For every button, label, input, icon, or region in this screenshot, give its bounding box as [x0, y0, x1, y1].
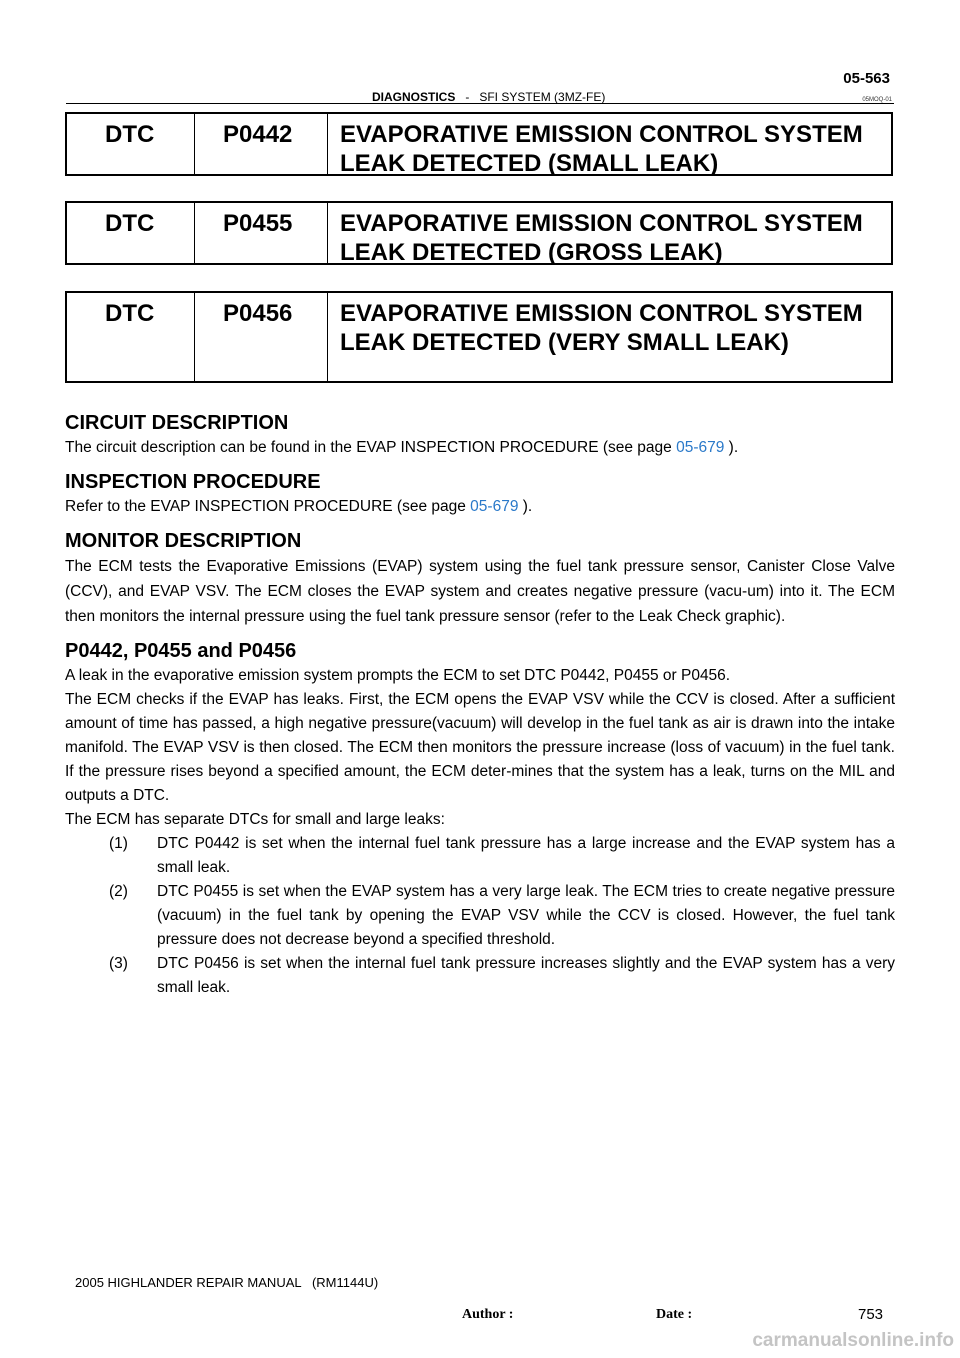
- monitor-text: The ECM tests the Evaporative Emissions (EVAP) system using the fuel tank pressure sensor, Canister Close Valve (CCV), and EVAP VSV. The ECM closes the EVAP system and creates negative pressure (vacu-um) into it. The ECM then monitors the internal pressure using the fuel tank pressure sensor (refer to the Leak Check graphic).: [65, 558, 895, 625]
- header-rule: [66, 103, 894, 104]
- monitor-heading: MONITOR DESCRIPTION: [65, 530, 302, 552]
- dtc-label: DTC: [67, 293, 195, 381]
- list-item: [65, 880, 895, 952]
- dtc-code: P0456: [195, 293, 328, 381]
- circuit-heading: CIRCUIT DESCRIPTION: [65, 412, 289, 434]
- running-header: [372, 90, 605, 104]
- codes-para-1: A leak in the evaporative emission system prompts the ECM to set DTC P0442, P0455 or P0456.: [65, 667, 731, 684]
- codes-para-2: The ECM checks if the EVAP has leaks. First, the ECM opens the EVAP VSV while the CCV is closed. After a sufficient amount of time has passed, a high negative pressure(vacuum) will develop in the fuel tank as air is drawn into the intake manifold. The EVAP VSV is then closed. The ECM then monitors the pressure increase (loss of vacuum) in the fuel tank. If the pressure rises beyond a specified amount, the ECM deter-mines that the system has a leak, turns on the MIL and outputs a DTC.: [65, 691, 895, 804]
- footer-date-label: Date :: [656, 1307, 693, 1322]
- codes-heading: P0442, P0455 and P0456: [65, 640, 297, 662]
- dtc-box-p0442: [65, 112, 893, 176]
- list-item-text: DTC P0455 is set when the EVAP system has a very large leak. The ECM tries to create negative pressure (vacuum) in the fuel tank by opening the EVAP VSV while the CCV is closed. However, the fuel tank pressure does not decrease beyond a specified threshold.: [157, 883, 895, 948]
- page-link[interactable]: 05-679: [470, 498, 519, 515]
- dtc-code: P0455: [195, 203, 328, 263]
- main-content: [65, 410, 895, 1000]
- doc-code: 05MOQ-01: [862, 97, 892, 103]
- page-link[interactable]: 05-679: [676, 439, 725, 456]
- list-item-text: DTC P0442 is set when the internal fuel tank pressure has a large increase and the EVAP system has a small leak.: [157, 835, 895, 876]
- page-number: 05-563: [843, 70, 890, 87]
- dtc-code: P0442: [195, 114, 328, 174]
- header-section: SFI SYSTEM (3MZ-FE): [479, 90, 606, 104]
- list-item-number: (1): [109, 835, 128, 852]
- footer-manual-title: 2005 HIGHLANDER REPAIR MANUAL (RM1144U): [75, 1275, 379, 1290]
- list-item: [65, 952, 895, 1000]
- list-item: [65, 832, 895, 880]
- list-item-number: (3): [109, 955, 128, 972]
- list-item-number: (2): [109, 883, 128, 900]
- watermark: carmanualsonline.info: [752, 1330, 954, 1351]
- inspection-text: Refer to the EVAP INSPECTION PROCEDURE (see page 05-679 ).: [65, 498, 533, 515]
- circuit-text: The circuit description can be found in the EVAP INSPECTION PROCEDURE (see page 05-679 ).: [65, 439, 739, 456]
- header-chapter: DIAGNOSTICS: [372, 90, 456, 104]
- dtc-label: DTC: [67, 114, 195, 174]
- header-dash: -: [465, 90, 470, 104]
- dtc-box-p0455: [65, 201, 893, 265]
- inspection-heading: INSPECTION PROCEDURE: [65, 471, 321, 493]
- dtc-title: EVAPORATIVE EMISSION CONTROL SYSTEM LEAK DETECTED (SMALL LEAK): [340, 121, 863, 177]
- dtc-title: EVAPORATIVE EMISSION CONTROL SYSTEM LEAK DETECTED (VERY SMALL LEAK): [340, 300, 863, 356]
- dtc-title: EVAPORATIVE EMISSION CONTROL SYSTEM LEAK DETECTED (GROSS LEAK): [340, 210, 863, 266]
- footer-page-number: 753: [858, 1306, 884, 1323]
- dtc-label: DTC: [67, 203, 195, 263]
- footer-author-label: Author :: [462, 1307, 514, 1322]
- list-item-text: DTC P0456 is set when the internal fuel tank pressure increases slightly and the EVAP system has a very small leak.: [157, 955, 895, 996]
- codes-para-3: The ECM has separate DTCs for small and large leaks:: [65, 811, 445, 828]
- dtc-box-p0456: [65, 291, 893, 383]
